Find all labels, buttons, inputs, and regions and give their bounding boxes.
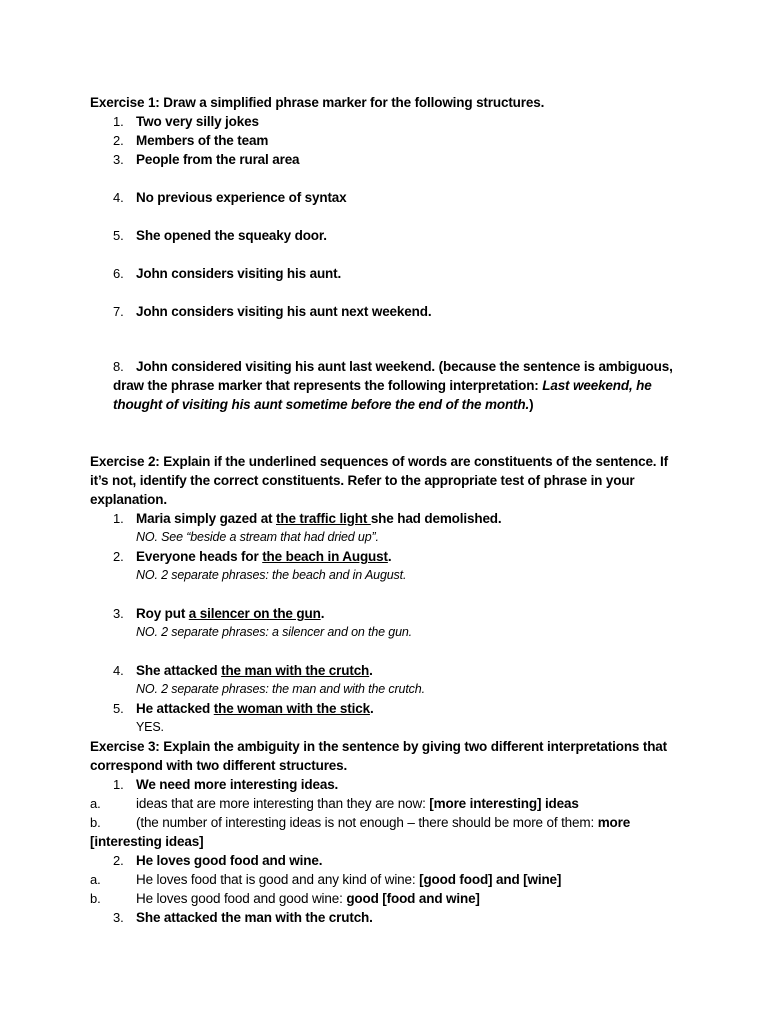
exercise-2-title-line2: it’s not, identify the correct constituents. Refer to the appropriate test of phrase in your: [90, 473, 635, 488]
list-number: 5.: [113, 701, 124, 716]
list-number: 3.: [113, 152, 124, 167]
ex2-answer-1: NO. See “beside a stream that had dried up”.: [136, 530, 379, 544]
ex3-sentence-3: [113, 908, 373, 927]
item-text: He loves good food and wine.: [136, 853, 323, 868]
list-number: 7.: [113, 304, 124, 319]
item-text: John considered visiting his aunt last weekend. (because the sentence is ambiguous,: [136, 359, 673, 374]
ex1-item-3: [113, 150, 299, 169]
item-text: Members of the team: [136, 133, 269, 148]
interpretation-text: thought of visiting his aunt sometime before the end of the month.: [113, 397, 530, 412]
ex2-answer-4: NO. 2 separate phrases: the man and with the crutch.: [136, 682, 425, 696]
list-number: 6.: [113, 266, 124, 281]
bracketed-structure: more: [597, 815, 631, 830]
list-number: 5.: [113, 228, 124, 243]
underlined-sequence: the man with the crutch: [221, 663, 370, 678]
item-text: She attacked the man with the crutch.: [136, 910, 373, 925]
ex3-sentence-1: [113, 775, 338, 794]
list-number: 4.: [113, 190, 124, 205]
ex1-item-8-line2: [113, 376, 652, 395]
ex1-item-5: [113, 226, 327, 245]
item-text: She opened the squeaky door.: [136, 228, 327, 243]
item-text: .: [369, 663, 373, 678]
underlined-sequence: the beach in August: [262, 549, 388, 564]
ex3-s2-interpretation-b: [90, 889, 480, 908]
list-number: 8.: [113, 359, 124, 374]
ex2-item-2: [113, 547, 391, 566]
ex3-s1-interpretation-a: [90, 794, 579, 813]
interpretation-text: He loves food that is good and any kind of wine:: [136, 872, 420, 887]
list-number: 3.: [113, 606, 124, 621]
interpretation-text: He loves good food and good wine:: [136, 891, 347, 906]
list-letter: b.: [90, 815, 101, 830]
bracketed-structure: good [food and wine]: [346, 891, 480, 906]
item-text: We need more interesting ideas.: [136, 777, 339, 792]
item-text: .: [369, 701, 374, 716]
bracketed-structure: [more interesting] ideas: [429, 796, 579, 811]
list-letter: a.: [90, 796, 101, 811]
ex2-item-5: [113, 699, 374, 718]
exercise-1-title: Exercise 1: Draw a simplified phrase marker for the following structures.: [90, 95, 545, 110]
item-text: ): [529, 397, 534, 412]
item-text: she had demolished.: [370, 511, 502, 526]
interpretation-text: ideas that are more interesting than they are now:: [136, 796, 430, 811]
ex1-item-8-line3: [113, 395, 533, 414]
list-number: 2.: [113, 853, 124, 868]
item-text: Maria simply gazed at: [136, 511, 276, 526]
list-number: 1.: [113, 777, 124, 792]
ex2-item-3: [113, 604, 324, 623]
item-text: She attacked: [136, 663, 222, 678]
list-number: 2.: [113, 133, 124, 148]
exercise-3-title-line2: correspond with two different structures.: [90, 758, 348, 773]
ex1-item-7: [113, 302, 431, 321]
item-text: draw the phrase marker that represents the following interpretation:: [113, 378, 543, 393]
list-number: 2.: [113, 549, 124, 564]
item-text: .: [320, 606, 325, 621]
list-number: 1.: [113, 114, 124, 129]
ex3-s2-interpretation-a: [90, 870, 561, 889]
ex3-s1-interpretation-b-cont: [interesting ideas]: [90, 834, 204, 849]
underlined-sequence: a silencer on the gun: [188, 606, 321, 621]
item-text: .: [387, 549, 392, 564]
ex1-item-2: [113, 131, 268, 150]
list-number: 4.: [113, 663, 124, 678]
ex3-s1-interpretation-b: [90, 813, 630, 832]
item-text: He attacked: [136, 701, 214, 716]
exercise-2-title-line3: explanation.: [90, 492, 167, 507]
interpretation-text: Last weekend, he: [542, 378, 652, 393]
ex1-item-1: [113, 112, 259, 131]
ex2-item-4: [113, 661, 373, 680]
ex1-item-8-line1: [113, 357, 673, 376]
item-text: People from the rural area: [136, 152, 300, 167]
item-text: Roy put: [136, 606, 189, 621]
item-text: Everyone heads for: [136, 549, 263, 564]
ex1-item-4: [113, 188, 347, 207]
item-text: John considers visiting his aunt next weekend.: [136, 304, 432, 319]
bracketed-structure: [good food] and [wine]: [419, 872, 562, 887]
ex1-item-6: [113, 264, 341, 283]
list-letter: b.: [90, 891, 101, 906]
ex2-answer-2: NO. 2 separate phrases: the beach and in August.: [136, 568, 407, 582]
ex2-item-1: [113, 509, 502, 528]
underlined-sequence: the woman with the stick: [213, 701, 370, 716]
item-text: Two very silly jokes: [136, 114, 259, 129]
list-number: 3.: [113, 910, 124, 925]
ex2-answer-5: YES.: [136, 720, 164, 734]
exercise-3-title-line1: Exercise 3: Explain the ambiguity in the sentence by giving two different interpretations that: [90, 739, 668, 754]
list-number: 1.: [113, 511, 124, 526]
exercise-2-title-line1: Exercise 2: Explain if the underlined sequences of words are constituents of the sentence. If: [90, 454, 668, 469]
ex3-sentence-2: [113, 851, 322, 870]
list-letter: a.: [90, 872, 101, 887]
item-text: John considers visiting his aunt.: [136, 266, 342, 281]
interpretation-text: (the number of interesting ideas is not enough – there should be more of them:: [136, 815, 598, 830]
underlined-sequence: the traffic light: [276, 511, 371, 526]
item-text: No previous experience of syntax: [136, 190, 347, 205]
ex2-answer-3: NO. 2 separate phrases: a silencer and on the gun.: [136, 625, 413, 639]
